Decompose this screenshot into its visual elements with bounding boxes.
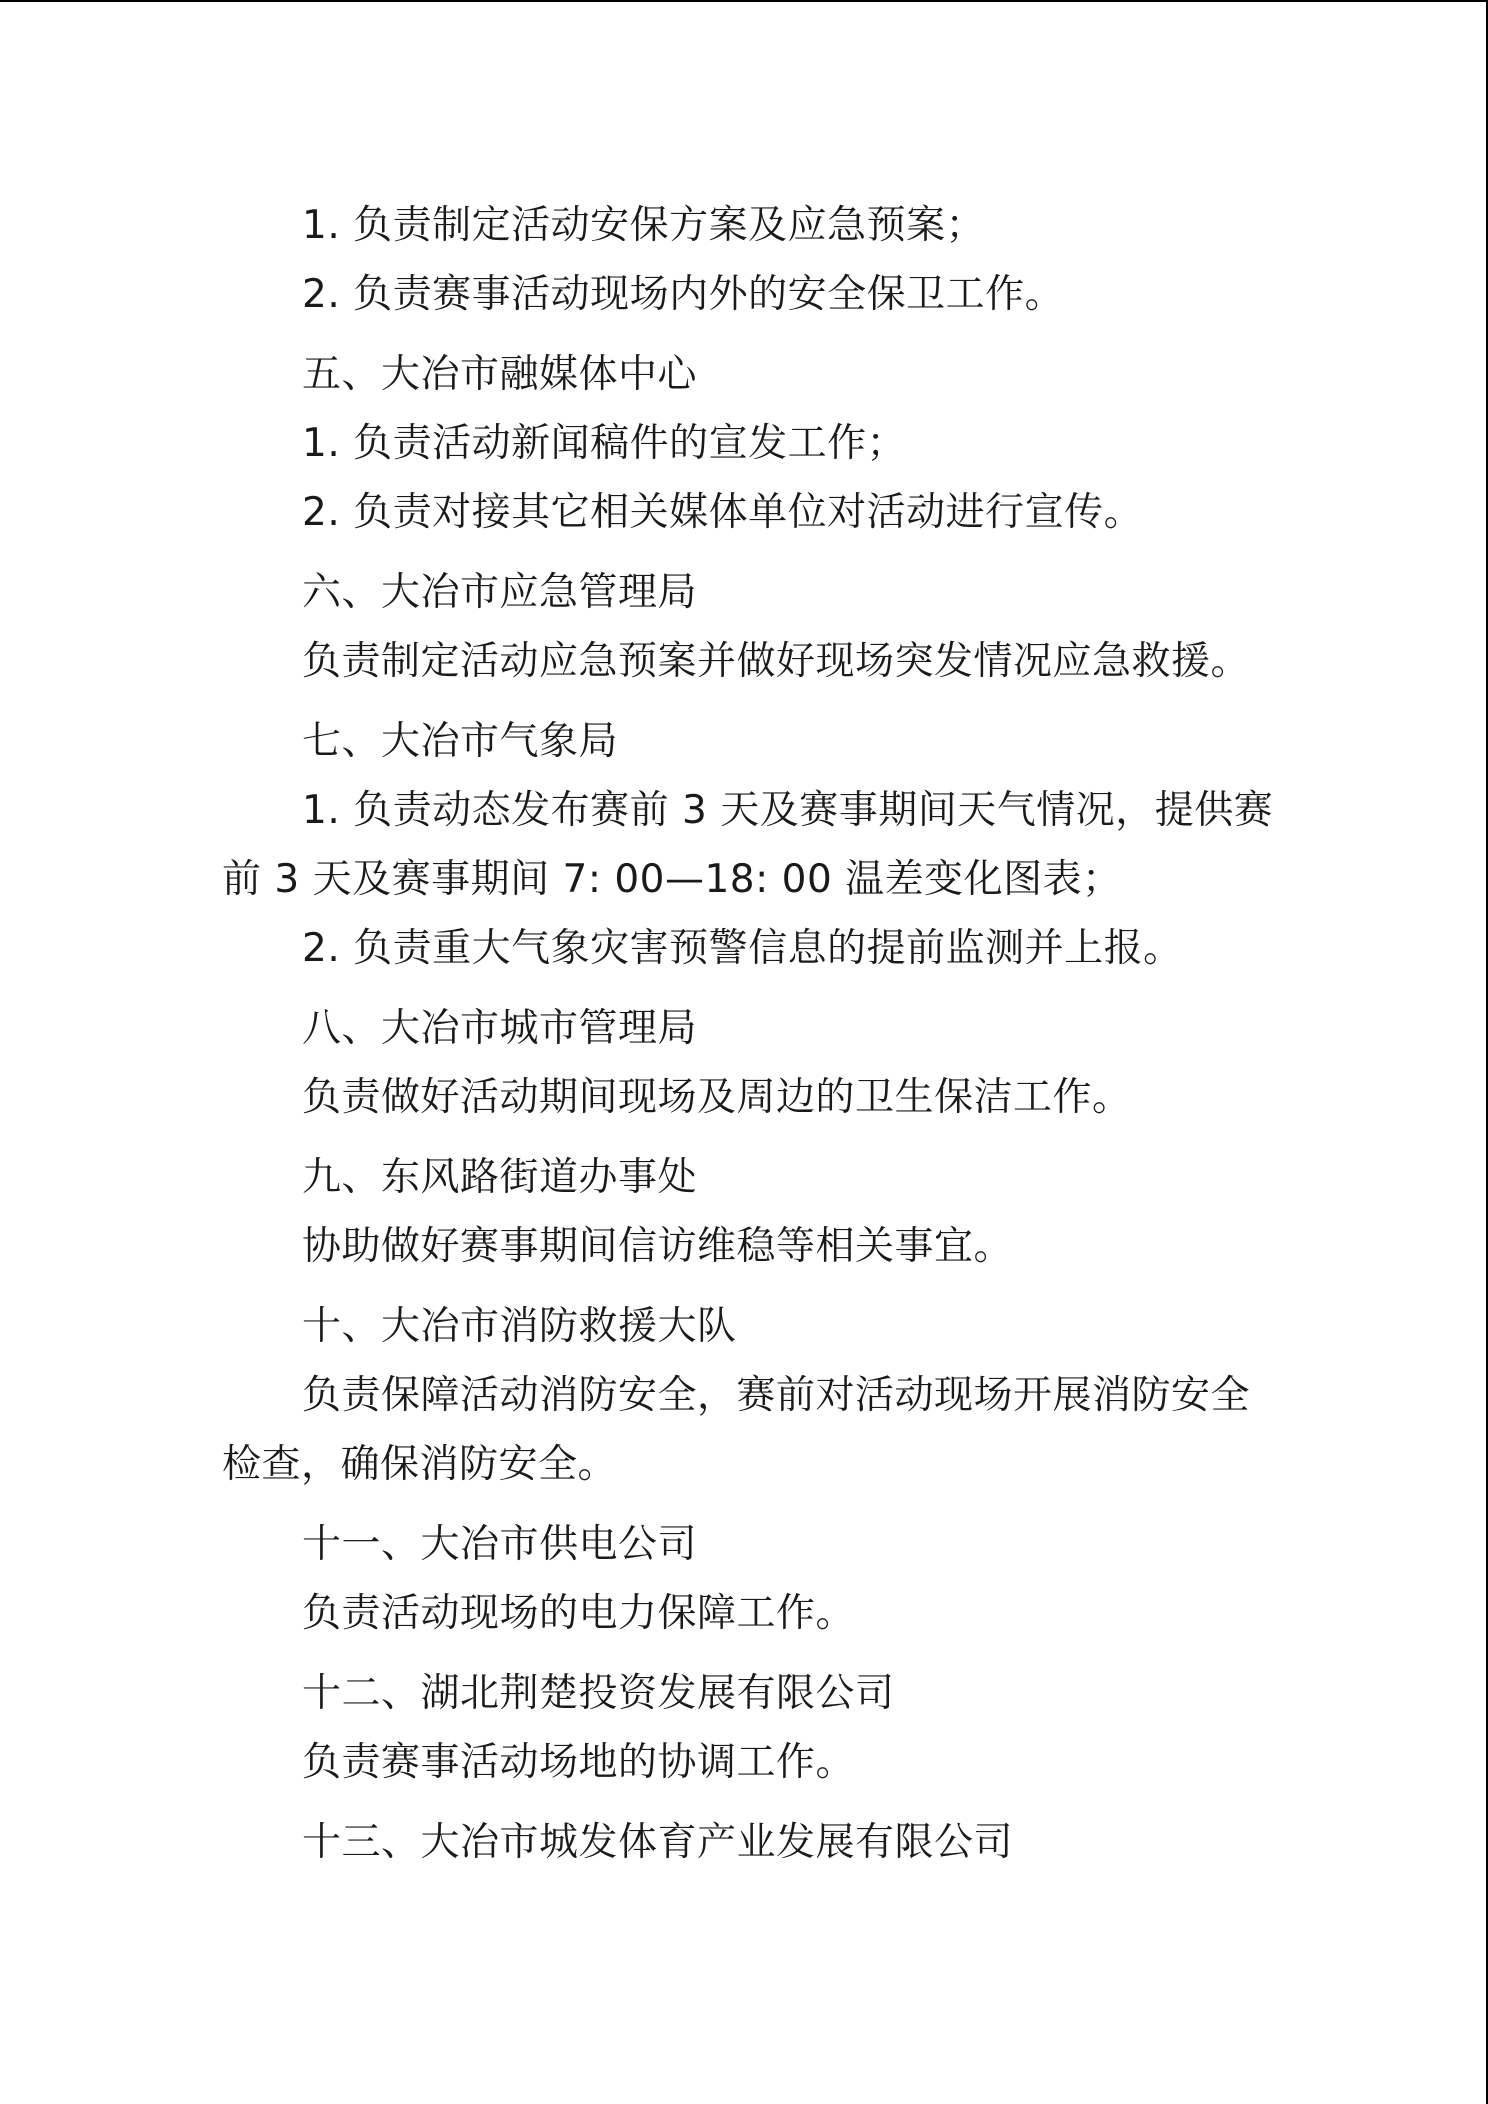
item-line: 2. 负责重大气象灾害预警信息的提前监测并上报。 bbox=[302, 926, 1183, 971]
item-line: 2. 负责对接其它相关媒体单位对活动进行宣传。 bbox=[302, 490, 1144, 535]
item-line: 负责活动现场的电力保障工作。 bbox=[302, 1591, 856, 1636]
item-line: 负责赛事活动场地的协调工作。 bbox=[302, 1740, 856, 1785]
section-heading: 十一、大冶市供电公司 bbox=[302, 1522, 698, 1567]
section-heading: 九、东风路街道办事处 bbox=[302, 1155, 698, 1200]
item-line-continuation: 检查，确保消防安全。 bbox=[222, 1442, 618, 1487]
section-heading: 五、大冶市融媒体中心 bbox=[302, 352, 698, 397]
section-heading: 七、大冶市气象局 bbox=[302, 719, 619, 764]
item-line: 协助做好赛事期间信访维稳等相关事宜。 bbox=[302, 1224, 1014, 1269]
item-line: 2. 负责赛事活动现场内外的安全保卫工作。 bbox=[302, 272, 1065, 317]
page-top-border bbox=[0, 0, 1488, 2]
item-line: 1. 负责制定活动安保方案及应急预案； bbox=[302, 203, 986, 248]
section-heading: 十三、大冶市城发体育产业发展有限公司 bbox=[302, 1820, 1014, 1865]
section-heading: 十二、湖北荆楚投资发展有限公司 bbox=[302, 1671, 895, 1716]
item-line: 负责制定活动应急预案并做好现场突发情况应急救援。 bbox=[302, 639, 1251, 684]
document-body bbox=[222, 191, 1274, 1877]
item-line: 1. 负责动态发布赛前 3 天及赛事期间天气情况，提供赛 bbox=[302, 788, 1274, 833]
section-heading: 六、大冶市应急管理局 bbox=[302, 570, 698, 615]
item-line-continuation: 前 3 天及赛事期间 7: 00—18: 00 温差变化图表； bbox=[222, 857, 1122, 902]
section-heading: 十、大冶市消防救援大队 bbox=[302, 1304, 737, 1349]
item-line: 负责做好活动期间现场及周边的卫生保洁工作。 bbox=[302, 1075, 1132, 1120]
item-line: 负责保障活动消防安全，赛前对活动现场开展消防安全 bbox=[302, 1373, 1251, 1418]
item-line: 1. 负责活动新闻稿件的宣发工作； bbox=[302, 421, 907, 466]
section-heading: 八、大冶市城市管理局 bbox=[302, 1006, 698, 1051]
